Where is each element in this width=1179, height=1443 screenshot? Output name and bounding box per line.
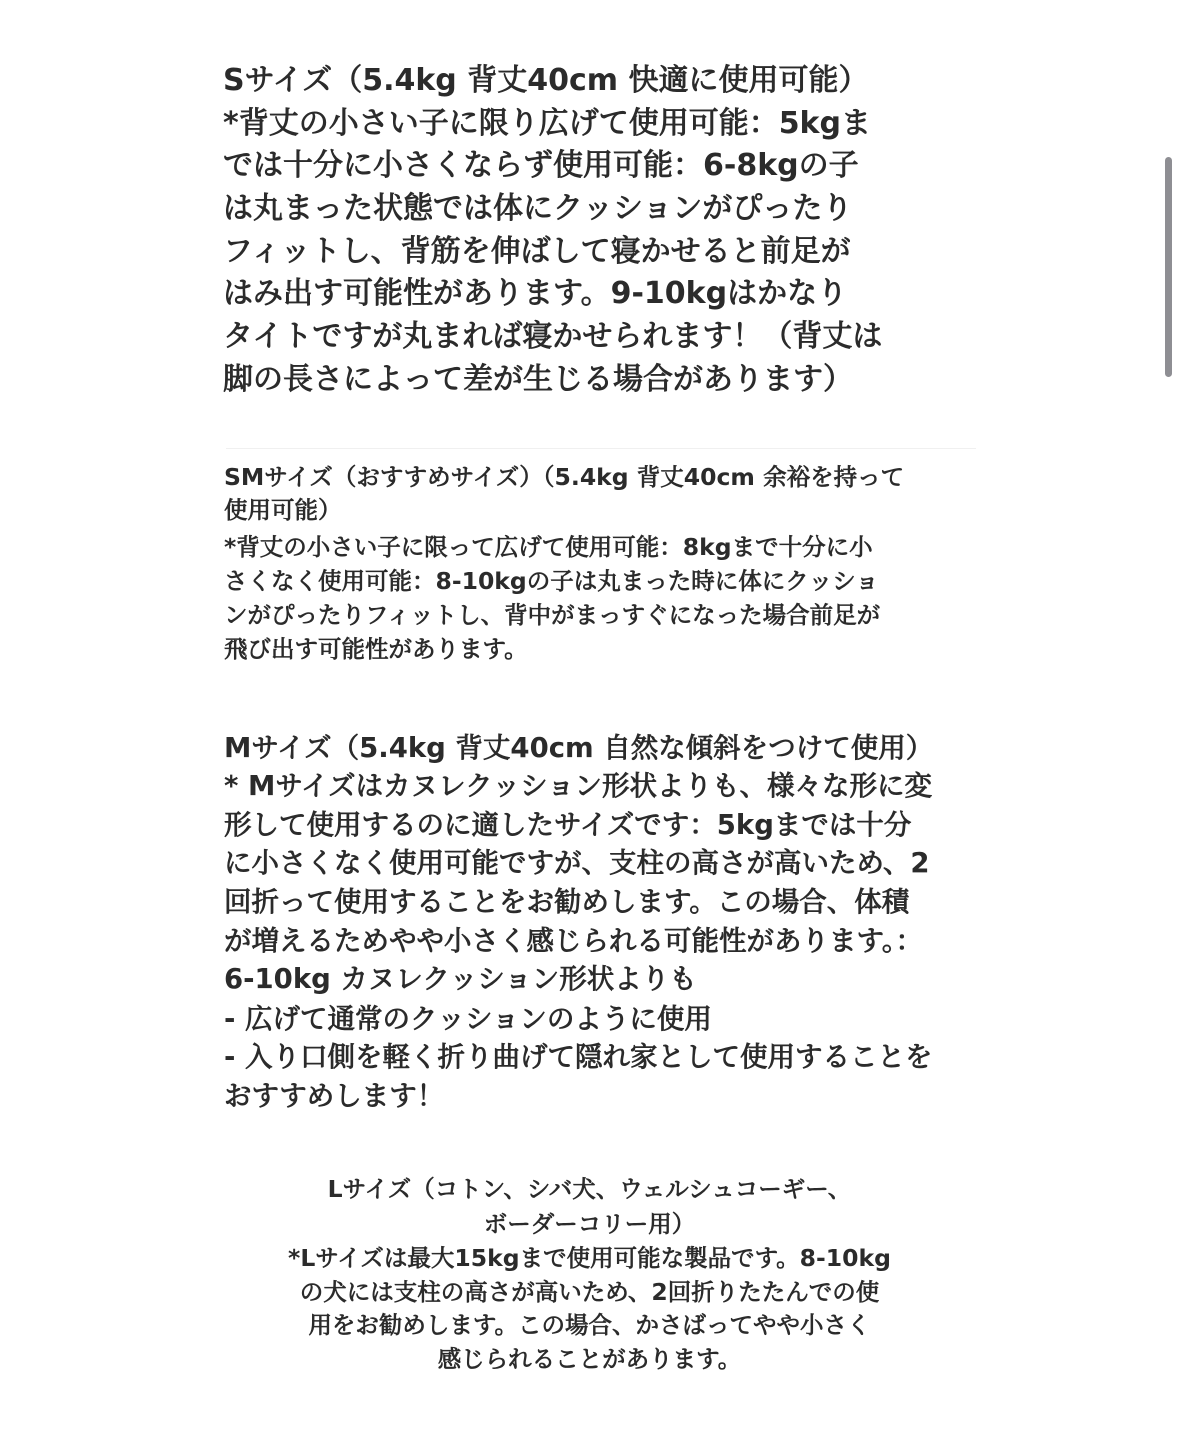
m-size-text-line: 回折って使用することをお勧めします。この場合、体積	[224, 886, 910, 918]
s-size-text-line: では十分に小さくならず使用可能：6-8kgの子	[223, 148, 859, 183]
sm-size-text-line: ンがぴったりフィットし、背中がまっすぐになった場合前足が	[224, 601, 881, 629]
sm-size-text-line: さくなく使用可能：8-10kgの子は丸まった時に体にクッショ	[224, 567, 879, 595]
section-divider	[226, 448, 976, 449]
m-size-text-line: 形して使用するのに適したサイズです：5kgまでは十分	[224, 809, 912, 841]
m-size-bullet: - 広げて通常のクッションのように使用	[224, 1003, 712, 1035]
scrollbar[interactable]	[1165, 157, 1172, 377]
l-size-text-line: 用をお勧めします。この場合、かさばってやや小さく	[308, 1311, 871, 1339]
s-size-text-line: は丸まった状態では体にクッションがぴったり	[223, 191, 853, 226]
sm-size-text-line: 使用可能）	[224, 496, 342, 524]
l-size-text-line: 感じられることがあります。	[437, 1345, 742, 1373]
m-size-bullet: - 入り口側を軽く折り曲げて隠れ家として使用することを	[224, 1041, 933, 1073]
m-size-text-line: 6-10kg カヌレクッション形状よりも	[224, 963, 697, 995]
l-size-title: Lサイズ（コトン、シバ犬、ウェルシュコーギー、	[327, 1175, 852, 1203]
m-size-text-line: が増えるためやや小さく感じられる可能性があります。：	[224, 925, 924, 957]
l-size-title-cont: ボーダーコリー用）	[483, 1210, 696, 1238]
s-size-text-line: タイトですが丸まれば寝かせられます！（背丈は	[223, 319, 883, 354]
s-size-text-line: 脚の長さによって差が生じる場合があります）	[223, 362, 853, 397]
s-size-text-line: はみ出す可能性があります。9-10kgはかなり	[223, 276, 848, 311]
sm-size-text-line: 飛び出す可能性があります。	[224, 635, 528, 663]
m-size-text-line: おすすめします！	[224, 1080, 445, 1112]
m-size-text-line: に小さくなく使用可能ですが、支柱の高さが高いため、2	[224, 847, 930, 879]
sm-size-text-line: *背丈の小さい子に限って広げて使用可能：8kgまで十分に小	[224, 533, 873, 561]
s-size-text-line: *背丈の小さい子に限り広げて使用可能：5kgま	[223, 106, 871, 141]
s-size-text-line: フィットし、背筋を伸ばして寝かせると前足が	[223, 234, 851, 269]
m-size-text-line: * Mサイズはカヌレクッション形状よりも、様々な形に変	[224, 770, 933, 802]
l-size-text-line: *Lサイズは最大15kgまで使用可能な製品です。8-10kg	[288, 1244, 891, 1272]
sm-size-title: SMサイズ（おすすめサイズ）（5.4kg 背丈40cm 余裕を持って	[224, 463, 905, 491]
m-size-title: Mサイズ（5.4kg 背丈40cm 自然な傾斜をつけて使用）	[224, 732, 934, 764]
s-size-title: Sサイズ（5.4kg 背丈40cm 快適に使用可能）	[223, 63, 869, 98]
l-size-text-line: の犬には支柱の高さが高いため、2回折りたたんでの使	[299, 1278, 880, 1306]
